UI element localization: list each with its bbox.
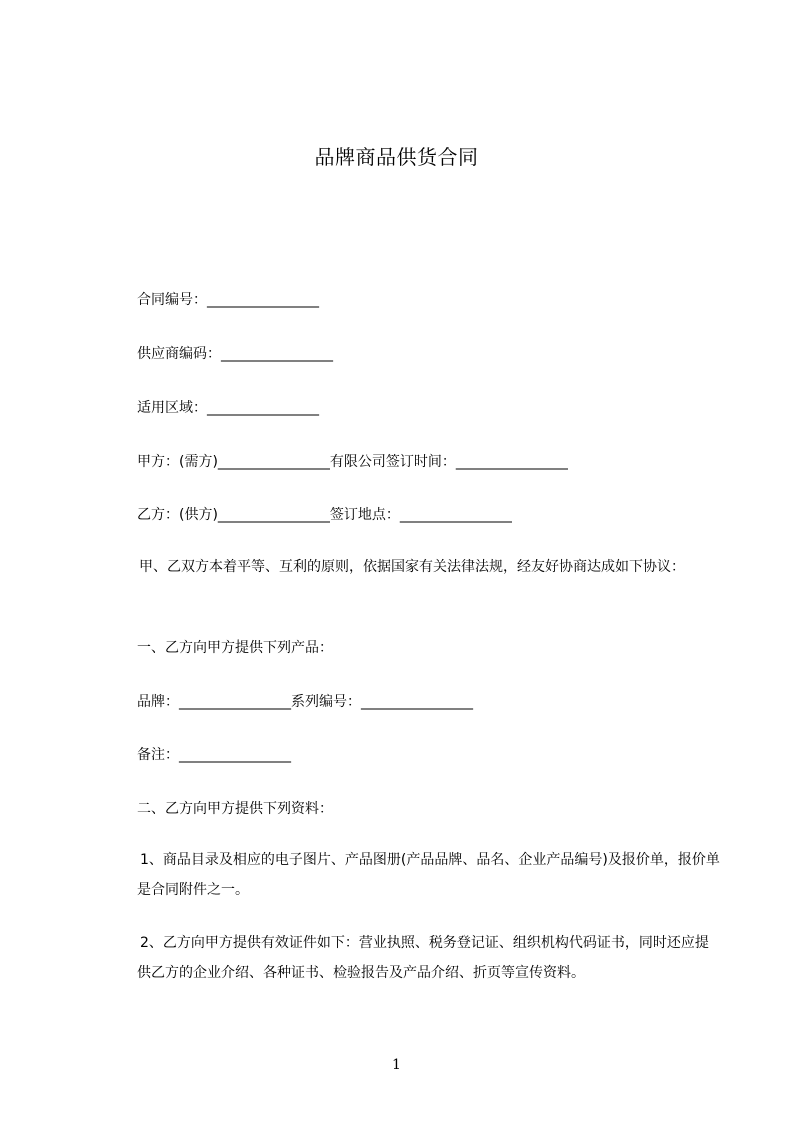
page-number: 1 xyxy=(392,1057,401,1073)
remark-field: 备注：________________ xyxy=(137,747,291,763)
contract-number-field: 合同编号：________________ xyxy=(137,292,319,308)
party-a-field: 甲方：(需方)________________有限公司签订时间：________________ xyxy=(137,454,568,470)
region-field: 适用区域：________________ xyxy=(137,400,319,416)
section-2-item-1: 1、商品目录及相应的电子图片、产品图册(产品品牌、品名、企业产品编号)及报价单，报价单是合同附件之一。 xyxy=(137,852,720,898)
supplier-code-field: 供应商编码：________________ xyxy=(137,346,333,362)
party-b-field: 乙方：(供方)________________签订地点：________________ xyxy=(137,507,512,523)
intro-paragraph: 甲、乙双方本着平等、互利的原则，依据国家有关法律法规，经友好协商达成如下协议： xyxy=(139,559,685,575)
section-2-item-2: 2、乙方向甲方提供有效证件如下：营业执照、税务登记证、组织机构代码证书，同时还应提供乙方的企业介绍、各种证书、检验报告及产品介绍、折页等宣传资料。 xyxy=(137,935,709,981)
section-1-heading: 一、乙方向甲方提供下列产品： xyxy=(137,640,333,656)
brand-series-field: 品牌：________________系列编号：________________ xyxy=(137,694,473,710)
document-title: 品牌商品供货合同 xyxy=(314,145,479,169)
section-2-heading: 二、乙方向甲方提供下列资料： xyxy=(137,801,333,817)
